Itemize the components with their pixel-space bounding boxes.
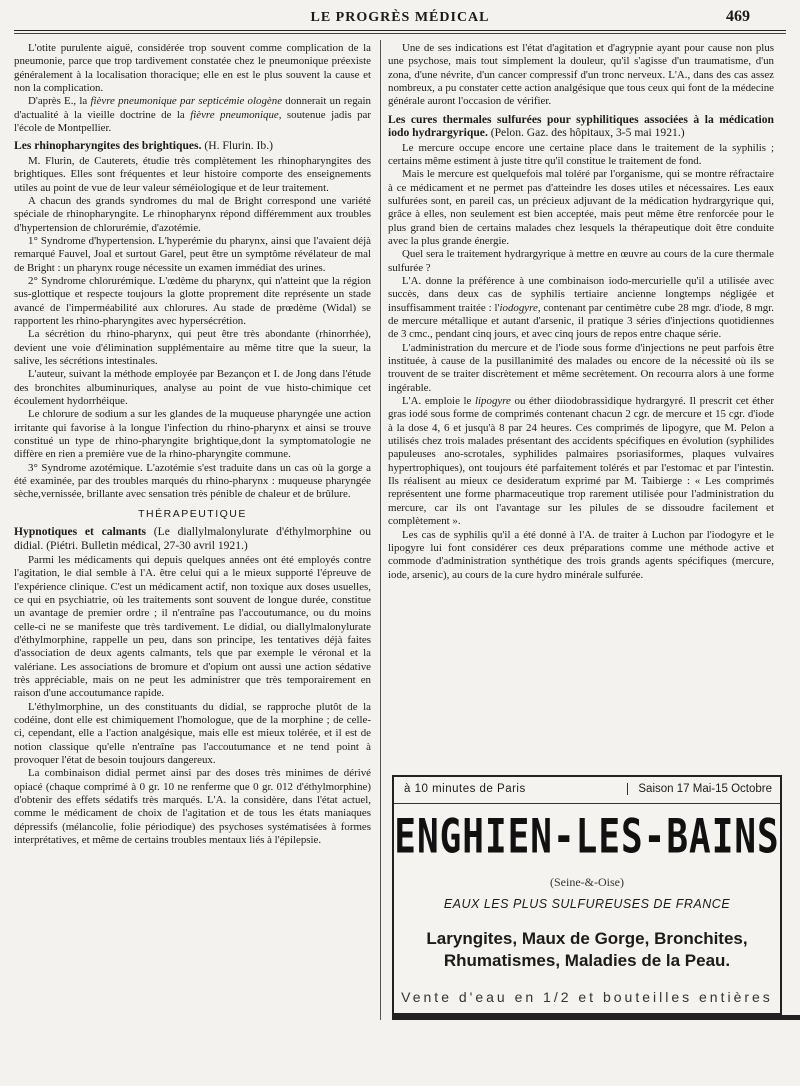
paragraph: 2° Syndrome chlorurémique. L'œdème du pharynx, qui n'atteint que la région sus-glottique et respecte toujours la glotte proprement dite représente un stade avancé de l'imperméabilité aux chlorures. Au stade de prœdème (Widal) se rapportent les rhino-pharyngites avec hypersécrétion. <box>14 274 371 327</box>
ad-sale-note: Vente d'eau en 1/2 et bouteilles entières <box>401 989 773 1005</box>
text: L'A. emploie le <box>402 395 475 408</box>
paragraph: La combinaison didial permet ainsi par des doses très minimes de dérivé opiacé (chaque comprimé à 0 gr. 10 ne renferme que 0 gr. 012 d'éthylmorphine) d'obtenir des effets sédatifs très marqués. L'A. la considère, dans l'état actuel, comme le médicament de choix de l'agitation et de tous les états maniaques dépressifs (mélancolie, folie périodique) des psychoses systématisées à formes interprétatives, et même de certains troubles mentaux liés à l'épilepsie. <box>14 767 371 847</box>
ad-tagline: EAUX LES PLUS SULFUREUSES DE FRANCE <box>443 897 731 911</box>
ad-bottom-rule <box>392 1015 800 1020</box>
text: ou éther diiodobrassidique hydrargyré. Il prescrit cet éther gras iodé sous forme de comprimés contenant chacun 2 cgr. de mercure et 15 cgr. d'iode à la dose 4, 6 et jusqu'à 8 par 24 heures. Ces comprimés de lipogyre, que M. Pelon a utilisés chez trois malades présentant des accidents spécifiques en évolution (syphilides papuleuses ano-scrotales, syphilides palmaires psoriasiformes, plaques vulvaires hypertrophiques), ont toujours été parfaitement tolérés et par l'estomac et par l'intestin. Ils réalisent au mieux ce desideratum exprimé par M. Taibierge : « Les comprimés représentent une forme pharmaceutique trop rarement utilisée pour l'administration du mercure, car ils ont l'avantage sur les pilules de se dissoudre facilement et complètement ». <box>388 395 774 528</box>
text: donnerait un regain d'actualité à la vieille doctrine de la <box>14 95 371 121</box>
ad-top-strip <box>394 777 780 804</box>
header-rule <box>14 30 786 31</box>
paragraph: 1° Syndrome d'hypertension. L'hyperémie du pharynx, ainsi que l'avaient déjà remarqué Fauvel, Joal et surtout Garel, peut être un symptôme révélateur de mal de Bright : un pharynx rouge nécessite un examen immédiat des urines. <box>14 234 371 274</box>
paragraph: Une de ses indications est l'état d'agitation et d'agrypnie ayant pour cause non plus une psychose, mais tout simplement la douleur, qu'il s'agisse d'un traumatisme, d'un zona, d'une névrite, d'un cancer compressif d'un tronc nerveux. L'A., dans des cas assez nombreux, a pu constater cette action analgésique que tous ceux qui font de la médecine générale auront l'occasion de vérifier. <box>388 42 774 108</box>
paragraph: Mais le mercure est quelquefois mal toléré par l'organisme, qui se montre réfractaire à ce médicament et ne permet pas d'atteindre les doses utiles et nécessaires. Les eaux sulfurées sont, en pareil cas, un précieux adjuvant de la médication hydrargyrique qui, grâce à elles, non seulement est bien acceptée, mais peut même être renforcée pour le plus grand bien de certains malades chez lesquels la thérapeutique doit être conduite avec la plus grande énergie. <box>388 168 774 247</box>
text: soutenue jadis par l'école de Montpellier. <box>14 108 371 135</box>
paragraph: L'otite purulente aiguë, considérée trop souvent comme complication de la pneumonie, parce que trop tardivement constatée chez le pneumonique préexiste généralement à la localisation thoracique; elle en est le plus souvent la cause et non la complication. <box>14 42 371 95</box>
ad-resort-name: ENGHIEN-LES-BAINS <box>394 810 780 865</box>
section-title: THÉRAPEUTIQUE <box>138 507 247 520</box>
paragraph: Les cas de syphilis qu'il a été donné à l'A. de traiter à Luchon par l'iodogyre et le lipogyre lui font considérer ces deux préparations comme une méthode active et commode d'administration synthétique des trois grands agents spécifiques (mercure, iode, arsenic), au cours de la cure hydro minérale sulfurée. <box>388 528 774 581</box>
left-column <box>14 42 371 847</box>
heading-reference: (H. Flurin. Ib.) <box>201 139 273 153</box>
paragraph: L'auteur, suivant la méthode employée par Bezançon et I. de Jong dans l'étude des bronchites albuminuriques, analyse au point de vue histo-chimique cet écoulement hydorrhéique. <box>14 368 371 407</box>
advertisement-enghien <box>392 775 782 1015</box>
heading-text: Hypnotiques et calmants <box>14 525 147 539</box>
column-divider <box>380 40 381 1020</box>
italic-text: lipogyre <box>475 395 511 408</box>
paragraph <box>14 95 371 135</box>
article-heading <box>14 525 371 552</box>
italic-text: fièvre pneumonique, <box>190 108 282 121</box>
paragraph: La sécrétion du rhino-pharynx, qui peut être très abondante (rhinorrhée), devient une voie d'élimination supplémentaire au même titre que la sueur, la salive, les sécrétions intestinales. <box>14 328 371 367</box>
paragraph: Quel sera le traitement hydrargyrique à mettre en œuvre au cours de la cure thermale sulfurée ? <box>388 248 774 274</box>
paragraph: L'éthylmorphine, un des constituants du didial, se rapproche plutôt de la codéine, dont elle est chimiquement l'homologue, que de la morphine ; de celle-ci, cependant, elle a l'action analgésique, mais elle est mieux tolérée, et il est de notion classique qu'elle n'entraîne pas l'accoutumance et ne tend point à provoquer l'état de besoin toujours dangereux. <box>14 700 371 767</box>
page-number: 469 <box>726 8 750 25</box>
paragraph: Le mercure occupe encore une certaine place dans le traitement de la syphilis ; certains même estiment à juste titre qu'il constitue le traitement de fond. <box>388 141 774 167</box>
paragraph: 3° Syndrome azotémique. L'azotémie s'est traduite dans un cas où la gorge a été examinée, par des troubles marqués du rhino-pharynx : muqueuse pharyngée sèche,vernissée, brillante avec sensation très pénible de chaleur et de brûlure. <box>14 461 371 501</box>
text: D'après E., la <box>28 95 91 108</box>
heading-reference: (Le diallylmalonylurate d'éthylmorphine ou didial. (Piétri. Bulletin médical, 27-30 avril 1921.) <box>14 525 371 552</box>
ad-indications-line-2: Rhumatismes, Maladies de la Peau. <box>443 951 731 970</box>
article-heading <box>14 139 371 152</box>
paragraph: Parmi les médicaments qui depuis quelques années ont été employés contre l'agitation, le dial semble à l'A. être celui qui a le mieux supporté l'épreuve de l'expérience clinique. C'est un médicament actif, non toxique aux doses usuelles, ce qui en psychiatrie, où les traitements sont souvent de longue durée, constitue un avantage de premier ordre ; il n'entraîne pas l'accoutumance, ou du moins celle-ci ne se manifeste que très tardivement. Le didial, ou diallylmalonylurate d'éthylmorphine, rappelle un peu, dans son principe, les tentatives déjà faites d'association de deux agents calmants, tels que par exemple le véronal et la valériane. Les associations de bromure et d'opium ont aussi une action sédative très appréciable, mais on ne peut les administrer que très temporairement en raison d'une accoutumance rapide. <box>14 553 371 700</box>
text: , contenant par centimètre cube 28 mgr. d'iode, 8 mgr. de mercure métallique et autant d'arsenic, il pratique 3 séries d'injections quotidiennes de 3 cmc., pendant cinq jours, et avec cinq jours de repos entre chaque série. <box>388 301 774 341</box>
paragraph: L'administration du mercure et de l'iode sous forme d'injections ne peut parfois être instituée, à cause de la pusillanimité des malades ou encore de la nécessité où ils se trouvent de se traiter discrètement et même secrètement. On recourra alors à une forme ingérable. <box>388 341 774 394</box>
paragraph: A chacun des grands syndromes du mal de Bright correspond une variété spéciale de rhinopharyngite. Le rhinopharynx répond différemment aux troubles d'hypertension de chlorurémie, d'azotémie. <box>14 194 371 234</box>
article-heading <box>388 113 774 140</box>
paragraph: Le chlorure de sodium a sur les glandes de la muqueuse pharyngée une action irritante qui favorise à la longue l'infection du rhino-pharynx et ainsi se trouve constitué un type de rhino-pharyngite brightique,dont la symptomatologie ne diffère en rien a première vue de la rhino-pharyngite commune. <box>14 408 371 461</box>
heading-reference: (Pelon. Gaz. des hôpitaux, 3-5 mai 1921.) <box>487 126 685 140</box>
ad-season: Saison 17 Mai-15 Octobre <box>627 783 772 795</box>
italic-text: fièvre pneumonique par septicémie ologène <box>90 95 283 108</box>
running-title: LE PROGRÈS MÉDICAL <box>310 10 490 25</box>
paragraph <box>388 275 774 342</box>
text: L'A. donne la préférence à une combinaison iodo-mercurielle qu'il a utilisée avec succès, dans deux cas de syphilis tertiaire ancienne longtemps négligée et insuffisamment traitée : l' <box>388 274 774 314</box>
header-rule-thin <box>14 33 786 34</box>
ad-indications-line-1: Laryngites, Maux de Gorge, Bronchites, <box>426 929 748 948</box>
ad-region: (Seine-&-Oise) <box>550 875 624 889</box>
page-header <box>14 6 786 32</box>
ad-distance: à 10 minutes de Paris <box>404 783 526 795</box>
paragraph: M. Flurin, de Cauterets, étudie très complètement les rhinopharyngites des brightiques. Elles sont fréquentes et leur histoire comporte des enseignements utiles au point de vue de leur valeur séméiologique et de leur traitement. <box>14 154 371 194</box>
right-column <box>388 42 774 582</box>
paragraph <box>388 395 774 528</box>
italic-text: iodogyre <box>499 301 538 314</box>
heading-text: Les cures thermales sulfurées pour syphilitiques associées à la médication iodo hydrargyrique. <box>388 112 774 140</box>
heading-text: Les rhinopharyngites des brightiques. <box>14 139 202 153</box>
